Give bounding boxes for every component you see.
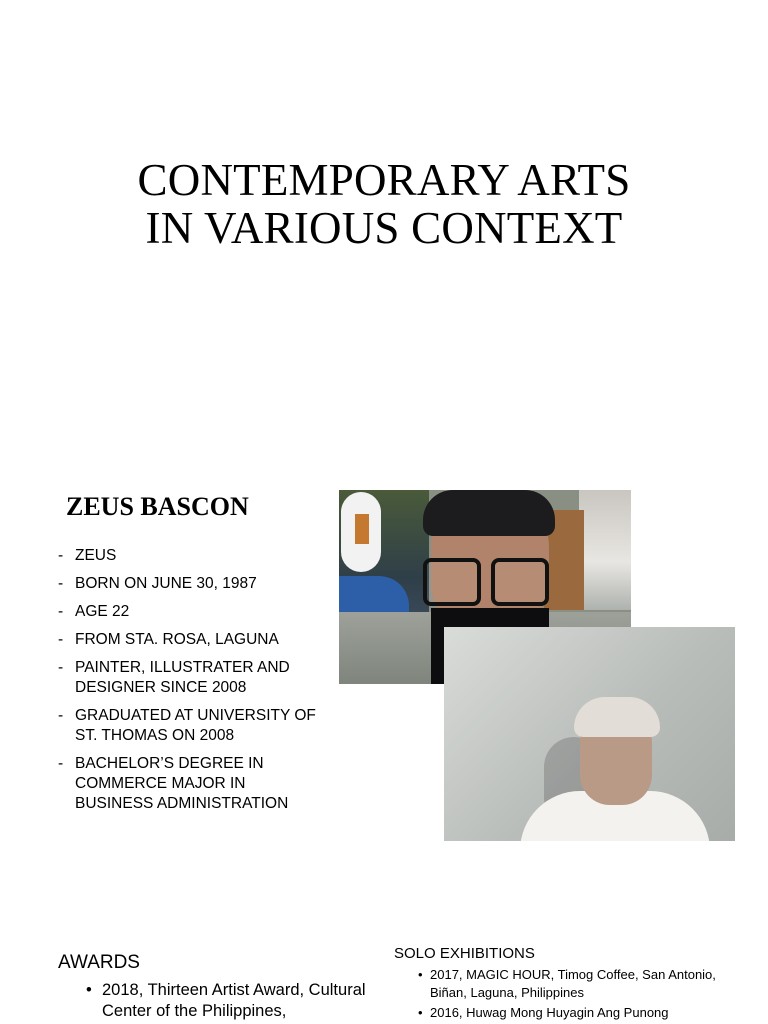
fact-item: - AGE 22 — [56, 602, 316, 622]
fact-item: - GRADUATED AT UNIVERSITY OF ST. THOMAS ON 2008 — [56, 706, 316, 746]
exhibition-item: • 2016, Huwag Mong Huyagin Ang Punong — [418, 1004, 718, 1022]
photo-hair — [423, 490, 555, 536]
awards-list — [86, 980, 376, 1022]
fact-item: - PAINTER, ILLUSTRATER AND DESIGNER SINCE 2008 — [56, 658, 316, 698]
artist-profile-slide — [0, 470, 768, 870]
artist-facts-list — [56, 546, 316, 822]
photo-hair — [574, 697, 660, 737]
fact-item: - FROM STA. ROSA, LAGUNA — [56, 630, 316, 650]
awards-slide — [0, 930, 768, 1024]
slide-title — [0, 156, 768, 252]
photo-glasses-left — [423, 558, 481, 606]
exhibition-item: • 2017, MAGIC HOUR, Timog Coffee, San Antonio, Biñan, Laguna, Philippines — [418, 966, 718, 1002]
awards-heading: AWARDS — [58, 952, 140, 973]
artist-photo-portrait — [444, 627, 735, 841]
photo-helmet — [341, 492, 381, 572]
artist-name: ZEUS BASCON — [66, 492, 249, 521]
award-item: • 2018, Thirteen Artist Award, Cultural Center of the Philippines, — [86, 980, 376, 1022]
fact-item: - ZEUS — [56, 546, 316, 566]
helmet-logo — [355, 514, 369, 544]
solo-exhibitions-heading: SOLO EXHIBITIONS — [394, 945, 535, 962]
photo-glasses-right — [491, 558, 549, 606]
title-slide — [0, 0, 768, 300]
solo-exhibitions-list — [418, 966, 718, 1024]
fact-item: - BACHELOR’S DEGREE IN COMMERCE MAJOR IN BUSINESS ADMINISTRATION — [56, 754, 316, 814]
title-line-1: CONTEMPORARY ARTS — [137, 155, 631, 205]
photo-background-right — [579, 490, 631, 610]
title-line-2: IN VARIOUS CONTEXT — [145, 203, 623, 253]
fact-item: - BORN ON JUNE 30, 1987 — [56, 574, 316, 594]
